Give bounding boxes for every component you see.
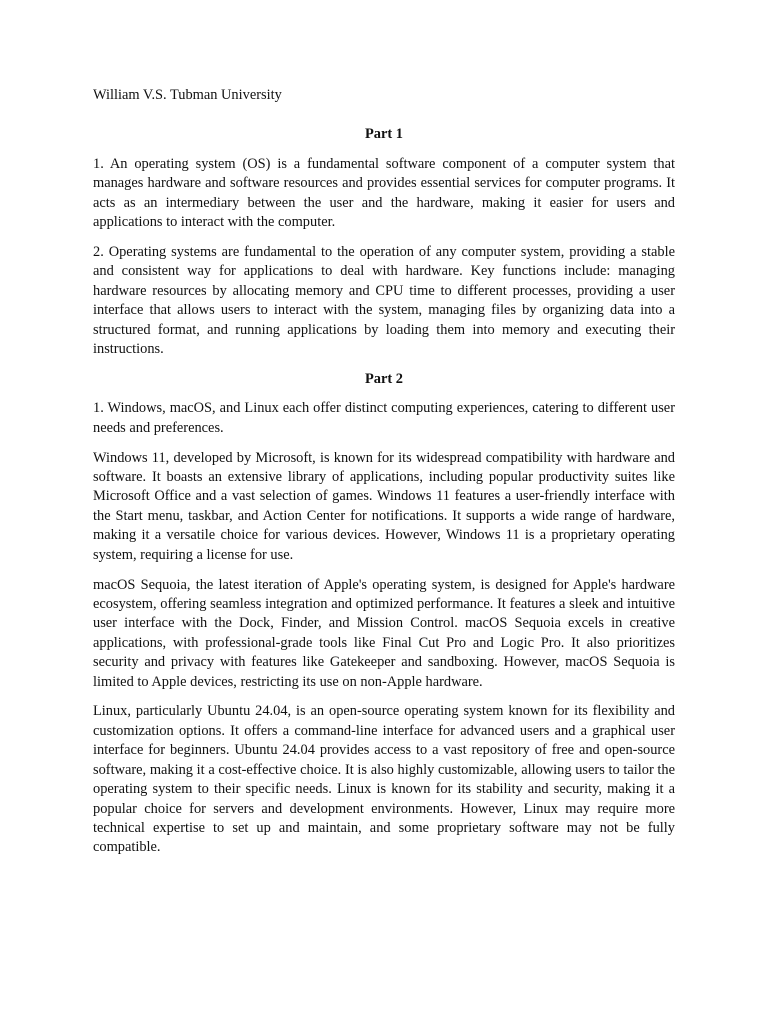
part-2-paragraph-windows: Windows 11, developed by Microsoft, is known for its widespread compatibility with hardware and software. It boasts an extensive library of applications, including popular productivity suites like Microsoft Office and a vast selection of games. Windows 11 features a user-friendly interface with the Start menu, taskbar, and Action Center for notifications. It supports a wide range of hardware, making it a versatile choice for various devices. However, Windows 11 is a proprietary operating system, requiring a license for use. [93, 449, 675, 563]
part-1-paragraph-2: 2. Operating systems are fundamental to the operation of any computer system, providing a stable and consistent way for applications to deal with hardware. Key functions include: managing hardware resources by allocating memory and CPU time to different processes, providing a user interface that allows users to interact with the system, managing files by organizing data into a structured format, and running applications by loading them into memory and executing their instructions. [93, 243, 675, 357]
part-1-heading: Part 1 [365, 126, 403, 143]
part-1-paragraph-1: 1. An operating system (OS) is a fundamental software component of a computer system that manages hardware and software resources and provides essential services for computer programs. It acts as an intermediary between the user and the hardware, making it easier for users and applications to interact with the computer. [93, 155, 675, 231]
university-name: William V.S. Tubman University [93, 87, 282, 103]
part-2-paragraph-macos: macOS Sequoia, the latest iteration of Apple's operating system, is designed for Apple's hardware ecosystem, offering seamless integration and optimized performance. It features a sleek and intuitive user interface with the Dock, Finder, and Mission Control. macOS Sequoia excels in creative applications, with professional-grade tools like Final Cut Pro and Logic Pro. It also prioritizes security and privacy with features like Gatekeeper and sandboxing. However, macOS Sequoia is limited to Apple devices, restricting its use on non-Apple hardware. [93, 576, 675, 690]
part-2-paragraph-1: 1. Windows, macOS, and Linux each offer distinct computing experiences, catering to different user needs and preferences. [93, 400, 675, 436]
document-body [93, 86, 675, 868]
part-2-paragraph-linux: Linux, particularly Ubuntu 24.04, is an open-source operating system known for its flexibility and customization options. It offers a command-line interface for advanced users and a graphical user interface for beginners. Ubuntu 24.04 provides access to a vast repository of free and open-source software, making it a cost-effective choice. It is also highly customizable, allowing users to tailor the operating system to their specific needs. Linux is known for its stability and security, making it a popular choice for servers and development environments. However, Linux may require more technical expertise to set up and maintain, and some proprietary software may not be fully compatible. [93, 703, 675, 856]
part-2-heading: Part 2 [365, 370, 403, 387]
